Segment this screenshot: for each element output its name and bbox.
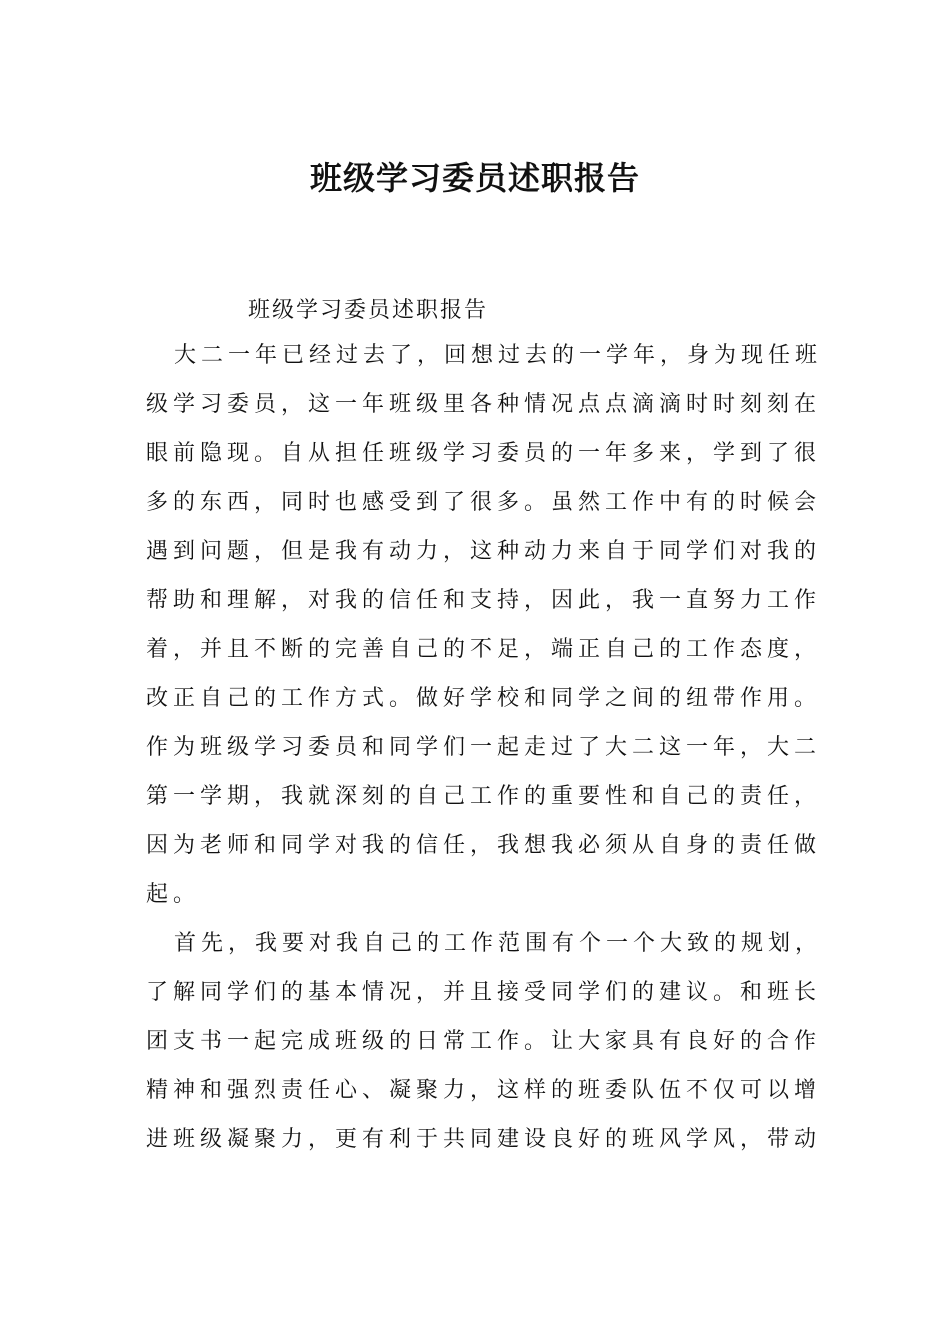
text-line: 眼前隐现。自从担任班级学习委员的一年多来，学到了很 xyxy=(146,441,822,466)
text-line: 了解同学们的基本情况，并且接受同学们的建议。和班长 xyxy=(146,980,822,1005)
text-line: 起。 xyxy=(146,882,201,907)
text-line: 因为老师和同学对我的信任，我想我必须从自身的责任做 xyxy=(146,833,822,858)
text-line: 大二一年已经过去了，回想过去的一学年，身为现任班 xyxy=(174,343,823,368)
document-body xyxy=(146,290,823,1164)
text-line: 团支书一起完成班级的日常工作。让大家具有良好的合作 xyxy=(146,1029,822,1054)
text-line: 改正自己的工作方式。做好学校和同学之间的纽带作用。 xyxy=(146,686,822,711)
document-subtitle: 班级学习委员述职报告 xyxy=(248,298,489,323)
text-line: 级学习委员，这一年班级里各种情况点点滴滴时时刻刻在 xyxy=(146,392,822,417)
paragraph-2 xyxy=(146,919,823,1164)
paragraph-1 xyxy=(146,331,823,919)
text-line: 帮助和理解，对我的信任和支持，因此，我一直努力工作 xyxy=(146,588,822,613)
text-line: 着，并且不断的完善自己的不足，端正自己的工作态度， xyxy=(146,637,822,662)
text-line: 精神和强烈责任心、凝聚力，这样的班委队伍不仅可以增 xyxy=(146,1078,822,1103)
text-line: 首先，我要对我自己的工作范围有个一个大致的规划， xyxy=(174,931,823,956)
text-line: 作为班级学习委员和同学们一起走过了大二这一年，大二 xyxy=(146,735,822,760)
text-line: 第一学期，我就深刻的自己工作的重要性和自己的责任， xyxy=(146,784,822,809)
text-line: 遇到问题，但是我有动力，这种动力来自于同学们对我的 xyxy=(146,539,822,564)
text-line: 进班级凝聚力，更有利于共同建设良好的班风学风，带动 xyxy=(146,1127,822,1152)
document-title: 班级学习委员述职报告 xyxy=(309,159,640,197)
text-line: 多的东西，同时也感受到了很多。虽然工作中有的时候会 xyxy=(146,490,822,515)
